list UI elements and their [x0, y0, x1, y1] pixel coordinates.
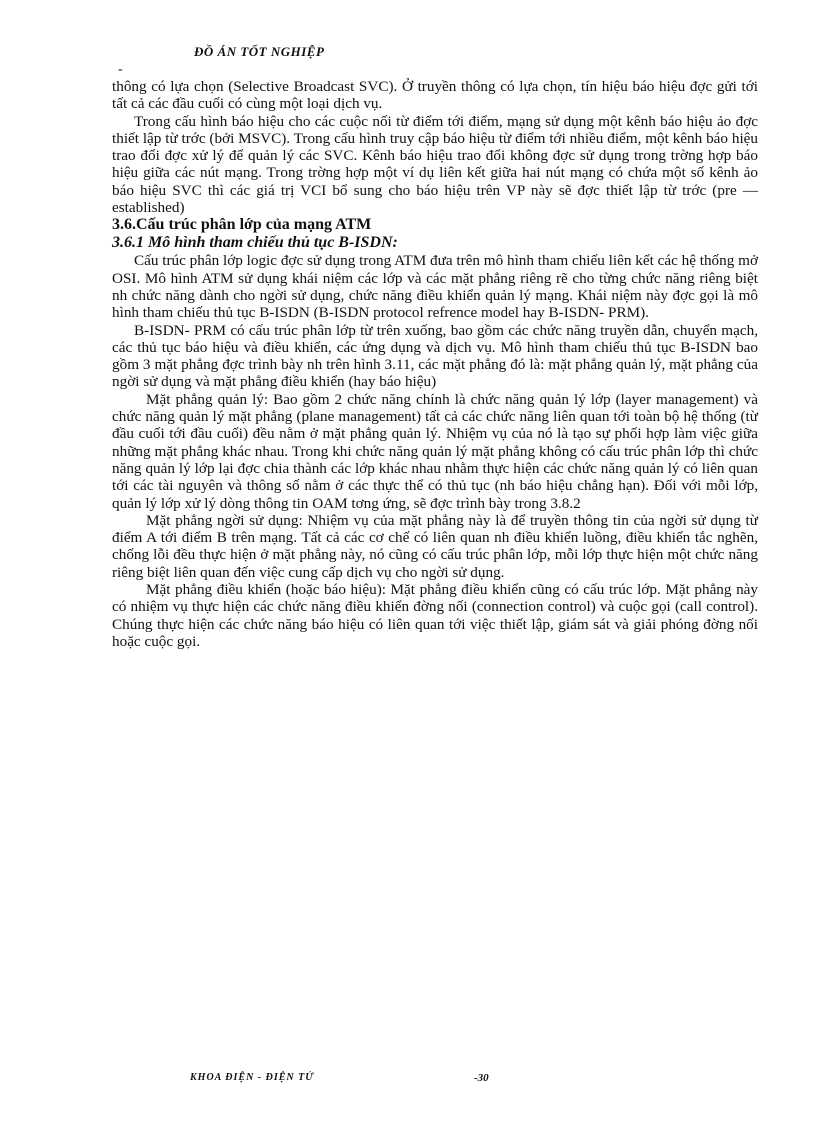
paragraph-signalling-config: Trong cấu hình báo hiệu cho các cuộc nối từ điểm tới điểm, mạng sử dụng một kênh báo hiệu ảo đợc thiết lập từ trớc (bởi MSVC). Trong cấu hình truy cập báo hiệu từ điểm tới nhiều điểm, một kênh báo hiệu trao đổi đợc xử lý để quản lý các SVC. Kênh báo hiệu trao đổi không đợc sử dụng trong trờng hợp báo hiệu giữa các nút mạng. Trong trờng hợp một ví dụ liên kết giữa hai nút mạng có chứa một số kênh ảo báo hiệu SVC thì các giá trị VCI bổ sung cho báo hiệu trên VP này sẽ đợc thiết lập từ trớc (pre — established) [112, 112, 758, 217]
section-heading-3-6: 3.6.Cấu trúc phân lớp của mạng ATM [112, 216, 372, 234]
subsection-heading-3-6-1: 3.6.1 Mô hình tham chiếu thủ tục B-ISDN: [112, 234, 398, 252]
paragraph-selective-broadcast: thông có lựa chọn (Selective Broadcast SVC). Ở truyền thông có lựa chọn, tín hiệu báo hiệu đợc gửi tới tất cả các đầu cuối có cùng một loại dịch vụ. [112, 78, 758, 113]
page-footer-department: KHOA ĐIỆN - ĐIỆN TỬ [190, 1072, 314, 1083]
paragraph-management-plane: Mặt phẳng quản lý: Bao gồm 2 chức năng chính là chức năng quản lý lớp (layer management) và chức năng quản lý mặt phẳng (plane management) tất cả các chức năng liên quan tới toàn bộ hệ thống (từ đầu cuối tới đầu cuối) đều nằm ở mặt phẳng quản lý. Nhiệm vụ của nó là tạo sự phối hợp làm việc giữa những mặt phẳng khác nhau. Trong khi chức năng quản lý mặt phẳng không có cấu trúc phân lớp thì chức năng quản lý lớp lại đợc chia thành các lớp khác nhau nhằm thực hiện các chức năng quản lý có liên quan tới các tài nguyên và thông số nằm ở các thực thể có thủ tục (nh báo hiệu chẳng hạn). Đối với mỗi lớp, quản lý lớp xử lý dòng thông tin OAM tơng ứng, sẽ đợc trình bày trong 3.8.2 [112, 390, 758, 512]
paragraph-control-plane: Mặt phẳng điều khiển (hoặc báo hiệu): Mặt phẳng điều khiển cũng có cấu trúc lớp. Mặt phẳng này có nhiệm vụ thực hiện các chức năng điều khiển đờng nối (connection control) và cuộc gọi (call control). Chúng thực hiện các chức năng báo hiệu có liên quan tới việc thiết lập, giám sát và giải phóng đờng nối hoặc cuộc gọi. [112, 581, 758, 650]
page-header: ĐỒ ÁN TỐT NGHIỆP [194, 44, 325, 59]
paragraph-user-plane: Mặt phẳng ngời sử dụng: Nhiệm vụ của mặt phẳng này là để truyền thông tin của ngời sử dụng từ điểm A tới điểm B trên mạng. Tất cả các cơ chế có liên quan nh điều khiển luồng, điều khiển tắc nghẽn, chống lỗi đều thực hiện ở mặt phẳng này, nó cũng có cấu trúc phân lớp, mỗi lớp thực hiện một chức năng riêng biệt liên quan đến việc cung cấp dịch vụ cho ngời sử dụng. [112, 511, 758, 581]
document-body [112, 78, 758, 650]
paragraph-bisdn-prm: B-ISDN- PRM có cấu trúc phân lớp từ trên xuống, bao gồm các chức năng truyền dẫn, chuyển mạch, các thủ tục báo hiệu và điều khiển, các ứng dụng và dịch vụ. Mô hình tham chiếu thủ tục B-ISDN bao gồm 3 mặt phẳng đợc trình bày nh trên hình 3.11, các mặt phẳng đó là: mặt phẳng quản lý, mặt phẳng của ngời sử dụng và mặt phẳng điều khiển (hay báo hiệu) [112, 321, 758, 391]
page-number: -30 [474, 1072, 489, 1084]
paragraph-logic-layer-structure: Cấu trúc phân lớp logic đợc sử dụng trong ATM đưa trên mô hình tham chiếu liên kết các hệ thống mở OSI. Mô hình ATM sử dụng khái niệm các lớp và các mặt phẳng riêng rẽ cho từng chức năng riêng biệt nh chức năng dành cho ngời sử dụng, chức năng điều khiển quản lý mạng. Khái niệm này đợc gọi là mô hình tham chiếu thủ tục B-ISDN (B-ISDN protocol refrence model hay B-ISDN- PRM). [112, 252, 758, 322]
header-marker: - [118, 62, 123, 77]
